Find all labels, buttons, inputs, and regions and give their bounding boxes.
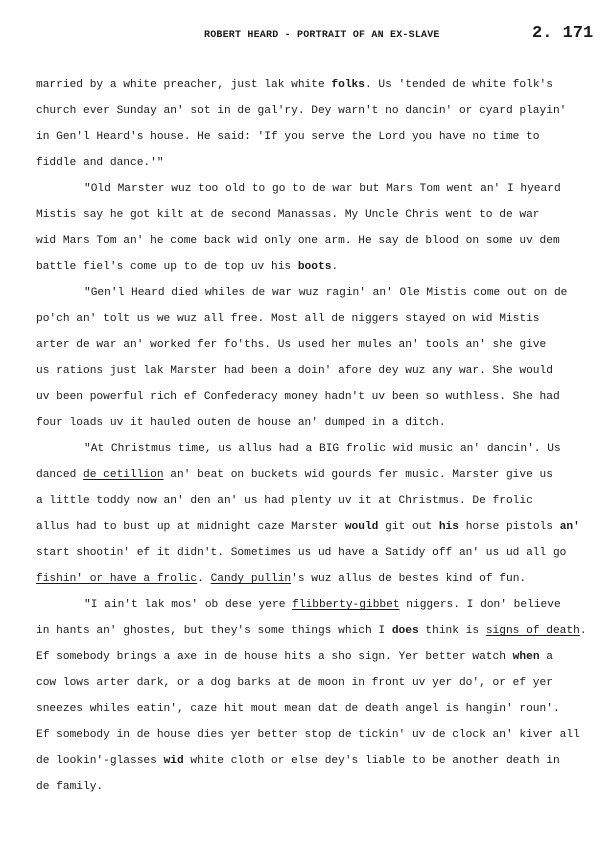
text-line: [36, 358, 556, 384]
page-number: 2. 171: [532, 24, 594, 43]
text-segment: Ef somebody in de house dies yer better stop de tickin' uv de clock an' kiver all: [36, 729, 580, 741]
bold-word: an': [559, 521, 580, 533]
text-line: [36, 254, 556, 280]
text-segment: white cloth or else dey's liable to be another death in: [183, 755, 560, 767]
text-line: [36, 540, 567, 566]
text-segment: danced: [36, 469, 83, 481]
text-segment: think is: [418, 625, 486, 637]
text-line: [36, 670, 556, 696]
text-line: [36, 748, 560, 774]
text-segment: a: [539, 651, 553, 663]
text-line: [36, 436, 561, 462]
text-segment: .: [197, 573, 211, 585]
text-segment: "Old Marster wuz too old to go to de war but Mars Tom went an' I hyeard: [84, 183, 561, 195]
text-line: [36, 98, 567, 124]
underlined-phrase: signs of death: [485, 625, 580, 637]
text-line: [36, 722, 580, 748]
text-line: [36, 592, 561, 618]
bold-word: folks: [331, 79, 365, 91]
bold-word: does: [391, 625, 419, 637]
text-segment: po'ch an' tolt us we wuz all free. Most all de niggers stayed on wid Mistis: [36, 313, 540, 325]
text-line: [36, 644, 556, 670]
transcript-body: [36, 72, 587, 800]
text-segment: Ef somebody brings a axe in de house hits a sho sign. Yer better watch: [36, 651, 513, 663]
underlined-phrase: flibberty-gibbet: [292, 599, 400, 611]
text-segment: .: [331, 261, 339, 273]
bold-word: when: [512, 651, 540, 663]
text-segment: in Gen'l Heard's house. He said: 'If you serve the Lord you have no time to: [36, 131, 540, 143]
text-line: [36, 124, 556, 150]
underlined-phrase: fishin' or have a frolic: [36, 573, 198, 585]
text-line: [36, 280, 568, 306]
text-segment: de lookin'-glasses: [36, 755, 164, 767]
text-segment: an' beat on buckets wid gourds fer music. Marster give us: [163, 469, 553, 481]
text-line: [36, 332, 556, 358]
text-segment: uv been powerful rich ef Confederacy money hadn't uv been so wuthless. She had: [36, 391, 560, 403]
text-line: [36, 228, 560, 254]
text-segment: a little toddy now an' den an' us had plenty uv it at Christmus. De frolic: [36, 495, 533, 507]
text-line: [36, 774, 556, 800]
text-segment: .: [579, 625, 587, 637]
text-line: [36, 384, 560, 410]
text-segment: arter de war an' worked fer fo'ths. Us used her mules an' tools an' she give: [36, 339, 547, 351]
bold-word: wid: [163, 755, 184, 767]
underlined-phrase: de cetillion: [83, 469, 164, 481]
text-line: [36, 618, 587, 644]
bold-word: would: [344, 521, 379, 533]
text-segment: Mistis say he got kilt at de second Manassas. My Uncle Chris went to de war: [36, 209, 540, 221]
text-line: [36, 410, 556, 436]
text-line: [36, 150, 556, 176]
text-line: [36, 202, 556, 228]
text-segment: cow lows arter dark, or a dog barks at de moon in front uv yer do', or ef yer: [36, 677, 553, 689]
text-segment: "At Christmus time, us allus had a BIG frolic wid music an' dancin'. Us: [84, 443, 561, 455]
bold-word: his: [438, 521, 459, 533]
text-line: [36, 306, 556, 332]
running-title: ROBERT HEARD - PORTRAIT OF AN EX-SLAVE: [204, 30, 440, 41]
text-segment: horse pistols: [459, 521, 560, 533]
text-segment: four loads uv it hauled outen de house an' dumped in a ditch.: [36, 417, 446, 429]
text-segment: de family.: [36, 781, 104, 793]
text-line: [36, 72, 556, 98]
text-segment: git out: [378, 521, 439, 533]
text-segment: married by a white preacher, just lak white: [36, 79, 332, 91]
text-segment: in hants an' ghostes, but they's some things which I: [36, 625, 392, 637]
bold-word: boots: [297, 261, 332, 273]
text-line: [36, 462, 556, 488]
page-header: [0, 24, 600, 48]
text-segment: sneezes whiles eatin', caze hit mout mean dat de death angel is hangin' roun'.: [36, 703, 560, 715]
text-segment: battle fiel's come up to de top uv his: [36, 261, 298, 273]
text-line: [36, 514, 580, 540]
text-line: [36, 176, 561, 202]
text-segment: church ever Sunday an' sot in de gal'ry. Dey warn't no dancin' or cyard playin': [36, 105, 567, 117]
text-segment: fiddle and dance.'": [36, 157, 164, 169]
text-segment: niggers. I don' believe: [399, 599, 561, 611]
text-segment: "Gen'l Heard died whiles de war wuz ragin' an' Ole Mistis come out on de: [84, 287, 568, 299]
text-segment: start shootin' ef it didn't. Sometimes us ud have a Satidy off an' us ud all go: [36, 547, 567, 559]
text-segment: . Us 'tended de white folk's: [364, 79, 553, 91]
underlined-phrase: Candy pullin: [210, 573, 292, 585]
text-segment: allus had to bust up at midnight caze Marster: [36, 521, 345, 533]
text-line: [36, 696, 560, 722]
text-segment: 's wuz allus de bestes kind of fun.: [291, 573, 527, 585]
text-line: [36, 566, 556, 592]
text-line: [36, 488, 556, 514]
text-segment: us rations just lak Marster had been a doin' afore dey wuz any war. She would: [36, 365, 553, 377]
text-segment: wid Mars Tom an' he come back wid only one arm. He say de blood on some uv dem: [36, 235, 560, 247]
text-segment: "I ain't lak mos' ob dese yere: [84, 599, 293, 611]
